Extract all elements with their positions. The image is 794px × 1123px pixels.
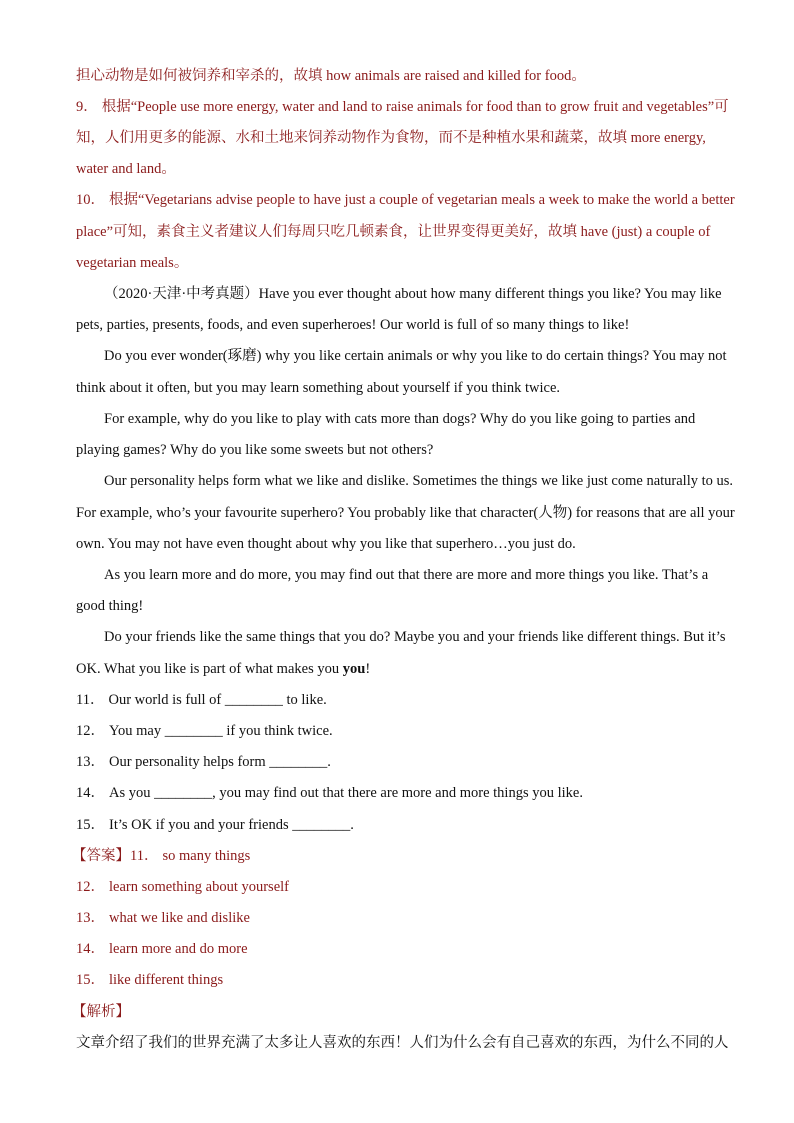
answer-text: so many things (162, 848, 251, 864)
question-number: 12． (76, 723, 105, 739)
question-number: 13． (76, 754, 105, 770)
question-text: Our personality helps form ________. (109, 754, 331, 770)
passage-p2-line-2: think about it often, but you may learn something about yourself if you think twice. (76, 380, 561, 396)
question-number: 11． (76, 692, 105, 708)
passage-p6-line-2 (76, 659, 370, 679)
passage-p4-line-1: Our personality helps form what we like and dislike. Sometimes the things we like just come naturally to us. (104, 473, 734, 489)
passage-p6-line-1: Do your friends like the same things that you do? Maybe you and your friends like different things. But it’s (104, 629, 726, 645)
question-number: 14． (76, 941, 105, 957)
answer-text: learn more and do more (109, 941, 248, 957)
prev-answer-9-line-1 (76, 97, 729, 117)
question-11 (76, 690, 327, 710)
prev-answer-9-text: 根据“People use more energy, water and land to raise animals for food than to grow fruit and vegetables”可 (101, 99, 729, 115)
question-12 (76, 721, 333, 741)
passage-p5-line-2: good thing! (76, 598, 144, 614)
answer-text: like different things (109, 972, 224, 988)
question-text: It’s OK if you and your friends ________. (109, 817, 354, 833)
passage-p3-line-2: playing games? Why do you like some sweets but not others? (76, 442, 434, 458)
question-number: 11． (130, 848, 159, 864)
answer-12 (76, 877, 289, 897)
passage-p1-line-2: pets, parties, presents, foods, and even superheroes! Our world is full of so many things to like! (76, 317, 630, 333)
passage-p3-line-1: For example, why do you like to play with cats more than dogs? Why do you like going to parties and (104, 411, 696, 427)
passage-text: OK. What you like is part of what makes you (76, 661, 343, 677)
question-14 (76, 783, 583, 803)
passage-p4-line-2: For example, who’s your favourite superhero? You probably like that character(人物) for reasons that are all your (76, 505, 735, 521)
answer-11 (72, 846, 250, 866)
question-number: 13． (76, 910, 105, 926)
passage-p2-line-1: Do you ever wonder(琢磨) why you like certain animals or why you like to do certain things? You may not (104, 348, 727, 364)
prev-answer-8-line: 担心动物是如何被饲养和宰杀的，故填 how animals are raised and killed for food。 (76, 68, 586, 84)
question-number: 14． (76, 785, 105, 801)
question-number: 12． (76, 879, 105, 895)
emphasis-you: you (342, 661, 366, 677)
question-13 (76, 752, 331, 772)
question-text: You may ________ if you think twice. (109, 723, 333, 739)
answer-13 (76, 908, 250, 928)
analysis-line-1: 文章介绍了我们的世界充满了太多让人喜欢的东西！人们为什么会有自己喜欢的东西，为什么不同的人 (76, 1035, 729, 1051)
prev-answer-9-line-2: 知，人们用更多的能源、水和土地来饲养动物作为食物，而不是种植水果和蔬菜，故填 more energy, (76, 130, 706, 146)
analysis-label: 【解析】 (72, 1004, 130, 1020)
passage-p1-line-1: （2020·天津·中考真题）Have you ever thought about how many different things you like? You may like (104, 286, 722, 302)
passage-text: ! (365, 661, 371, 677)
answer-label: 【答案】 (72, 848, 130, 864)
question-number: 9． (76, 99, 98, 115)
prev-answer-10-line-1 (76, 190, 735, 210)
answer-text: what we like and dislike (109, 910, 250, 926)
question-15 (76, 815, 354, 835)
question-text: Our world is full of ________ to like. (108, 692, 327, 708)
passage-p5-line-1: As you learn more and do more, you may find out that there are more and more things you like. That’s a (104, 567, 709, 583)
answer-15 (76, 970, 223, 990)
prev-answer-10-line-2: place”可知，素食主义者建议人们每周只吃几顿素食，让世界变得更美好，故填 have (just) a couple of (76, 224, 711, 240)
answer-14 (76, 939, 248, 959)
question-number: 15． (76, 817, 105, 833)
prev-answer-9-line-3: water and land。 (76, 161, 176, 177)
answer-text: learn something about yourself (109, 879, 289, 895)
question-number: 10． (76, 192, 105, 208)
question-number: 15． (76, 972, 105, 988)
question-text: As you ________, you may find out that there are more and more things you like. (109, 785, 583, 801)
prev-answer-10-text: 根据“Vegetarians advise people to have just a couple of vegetarian meals a week to make the world a better (109, 192, 735, 208)
prev-answer-10-line-3: vegetarian meals。 (76, 255, 189, 271)
passage-p4-line-3: own. You may not have even thought about why you like that superhero…you just do. (76, 536, 576, 552)
